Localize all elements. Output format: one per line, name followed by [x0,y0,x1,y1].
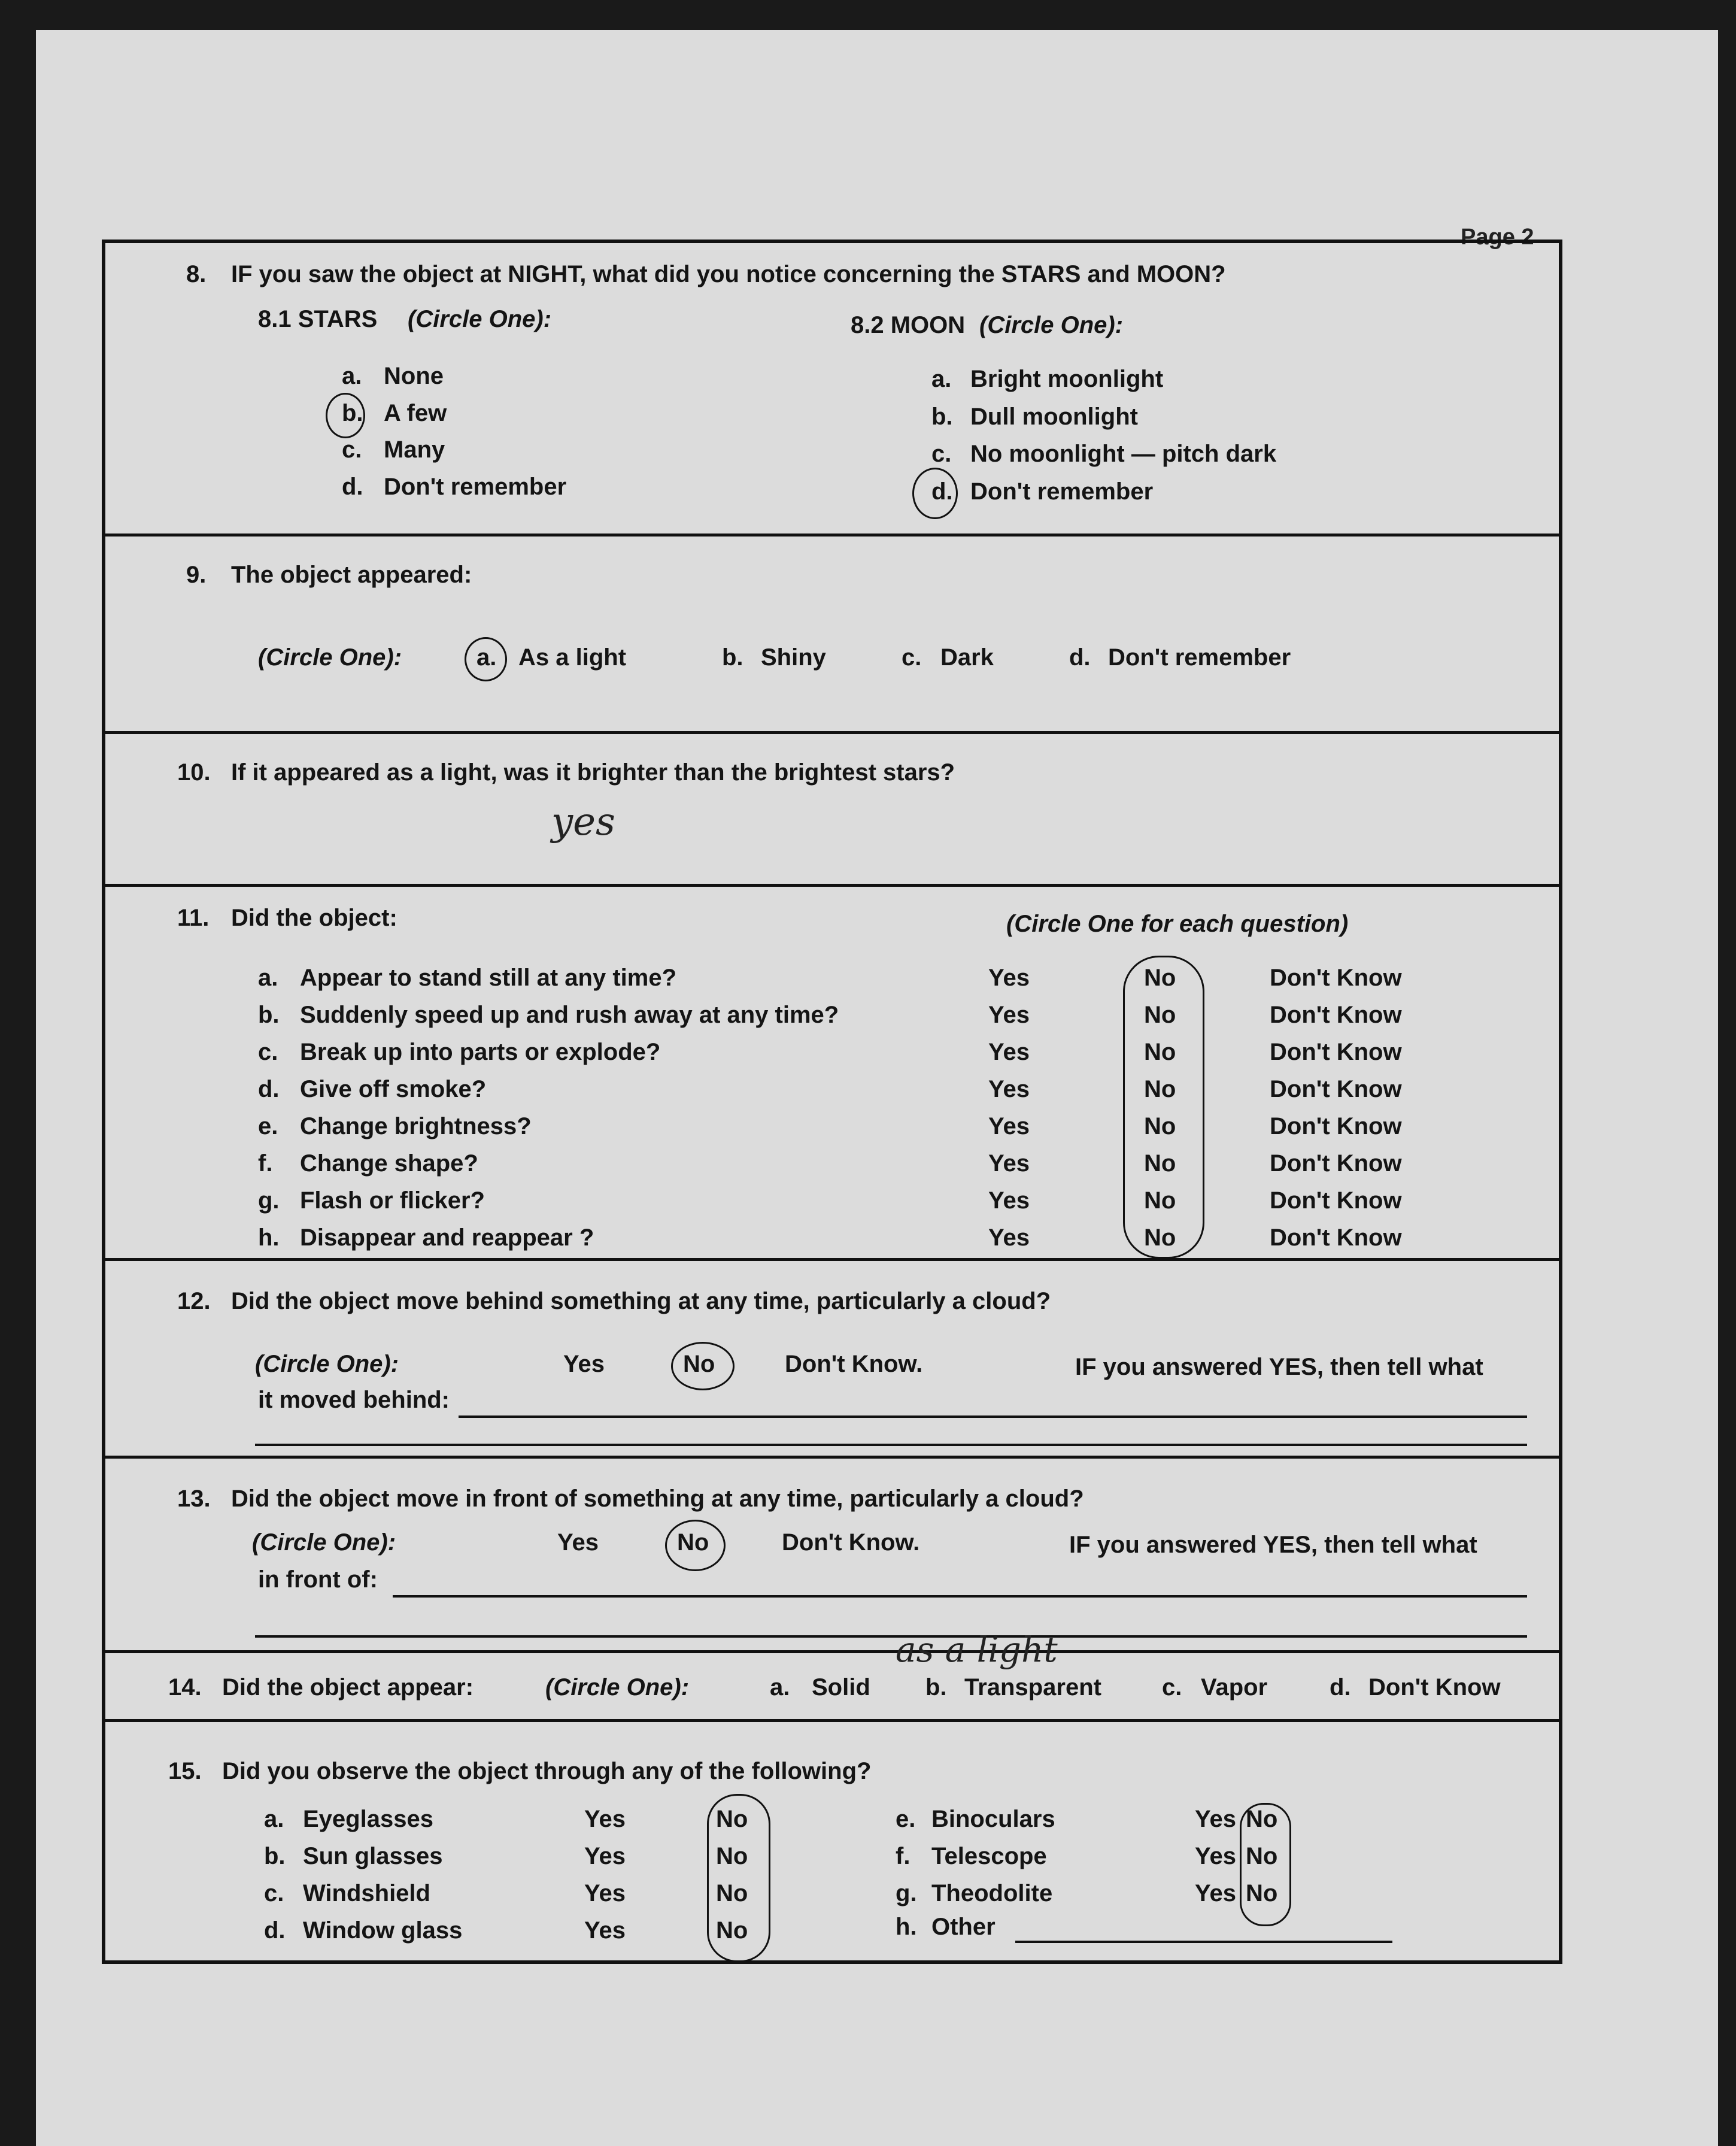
item-letter: c. [264,1880,284,1906]
choice-yes[interactable]: Yes [584,1806,626,1832]
choice-no[interactable]: No [1246,1880,1278,1906]
q8-text: IF you saw the object at NIGHT, what did you notice concerning the STARS and MOON? [231,261,1226,287]
q12-followup: IF you answered YES, then tell what [1075,1354,1483,1380]
q8-stars-label: 8.1 STARS [258,306,378,332]
q9-instruction: (Circle One): [258,644,402,671]
choice-no[interactable]: No [1144,1150,1176,1177]
q8-moon-instruction: (Circle One): [979,312,1124,338]
q13-number: 13. [177,1486,211,1512]
q15-other-field[interactable] [1015,1941,1392,1943]
item-letter: e. [896,1806,916,1832]
q14-text: Did the object appear: [222,1674,474,1701]
q12-instruction: (Circle One): [255,1351,399,1377]
item-letter: a. [258,965,278,991]
item-letter: a. [264,1806,284,1832]
q12-followup-label: it moved behind: [258,1387,450,1413]
q13-instruction: (Circle One): [252,1529,396,1556]
choice-dont-know[interactable]: Don't Know [1270,1002,1402,1028]
q10-number: 10. [177,759,211,786]
q12-choice-dont-know[interactable]: Don't Know. [785,1351,923,1377]
q15-number: 15. [168,1758,202,1784]
choice-yes[interactable]: Yes [1195,1806,1236,1832]
q8-stars-selected-circle [326,393,365,438]
q11-number: 11. [177,905,210,931]
q12-choice-no[interactable]: No [683,1351,715,1377]
q13-answer-line-1[interactable] [393,1595,1527,1598]
choice-no[interactable]: No [1246,1806,1278,1832]
q13-choice-dont-know[interactable]: Don't Know. [782,1529,920,1556]
choice-no[interactable]: No [1144,1076,1176,1102]
question-8: 8. IF you saw the object at NIGHT, what did you notice concerning the STARS and MOON? 8.1 STARS (Circle One): 8.2 MOON (Circle One): a. None b. A few c. Many d. Don't remember a. Bright moonlight b. Dull moonlight c. No moonlight — pitch dark d. Don't remember [105,243,1559,536]
q10-text: If it appeared as a light, was it brighter than the brightest stars? [231,759,955,786]
item-text: Suddenly speed up and rush away at any time? [300,1002,839,1028]
question-10 [105,734,1559,887]
choice-dont-know[interactable]: Don't Know [1270,1113,1402,1139]
item-text: Eyeglasses [303,1806,433,1832]
choice-no[interactable]: No [1144,1039,1176,1065]
choice-yes[interactable]: Yes [584,1880,626,1906]
choice-dont-know[interactable]: Don't Know [1270,1039,1402,1065]
q11-text: Did the object: [231,905,397,931]
choice-yes[interactable]: Yes [1195,1843,1236,1869]
q12-selected-circle [671,1342,735,1390]
item-text: Appear to stand still at any time? [300,965,677,991]
question-14: 14. Did the object appear: (Circle One): a. Solid b. Transparent c. Vapor d. Don't Know as a light [105,1653,1559,1722]
item-text: Give off smoke? [300,1076,487,1102]
q12-answer-line-1[interactable] [459,1415,1527,1418]
choice-yes[interactable]: Yes [988,1150,1030,1177]
q12-answer-line-2[interactable] [255,1444,1527,1446]
question-12 [105,1261,1559,1459]
choice-dont-know[interactable]: Don't Know [1270,965,1402,991]
q13-followup-label: in front of: [258,1566,378,1593]
q13-choice-no[interactable]: No [677,1529,709,1556]
item-text: Flash or flicker? [300,1187,485,1214]
question-11 [105,887,1559,1261]
choice-no[interactable]: No [1144,965,1176,991]
q13-selected-circle [665,1520,726,1571]
q13-followup: IF you answered YES, then tell what [1069,1532,1477,1558]
item-letter: c. [258,1039,278,1065]
question-13 [105,1459,1559,1653]
choice-yes[interactable]: Yes [988,1224,1030,1251]
item-letter: g. [896,1880,917,1906]
q8-number: 8. [186,261,207,287]
choice-yes[interactable]: Yes [988,1076,1030,1102]
q12-text: Did the object move behind something at any time, particularly a cloud? [231,1288,1051,1314]
page-number: Page 2 [1461,225,1534,250]
item-text: Disappear and reappear ? [300,1224,594,1251]
q15-left-no-circle [707,1794,770,1962]
q13-choice-yes[interactable]: Yes [557,1529,599,1556]
q9-selected-circle [465,637,507,681]
item-letter: d. [264,1917,286,1944]
choice-yes[interactable]: Yes [988,1002,1030,1028]
choice-no[interactable]: No [1144,1113,1176,1139]
choice-no[interactable]: No [716,1806,748,1832]
item-letter: g. [258,1187,280,1214]
q8-moon-selected-circle [912,468,958,519]
q12-number: 12. [177,1288,211,1314]
choice-dont-know[interactable]: Don't Know [1270,1150,1402,1177]
q13-text: Did the object move in front of something at any time, particularly a cloud? [231,1486,1084,1512]
item-letter: b. [258,1002,280,1028]
item-text: Change brightness? [300,1113,532,1139]
choice-yes[interactable]: Yes [584,1843,626,1869]
choice-no[interactable]: No [1144,1224,1176,1251]
item-text: Change shape? [300,1150,478,1177]
q10-handwritten-answer[interactable]: yes [551,800,615,844]
q9-number: 9. [186,562,207,588]
question-15: 15. Did you observe the object through any of the following? a. Eyeglasses Yes No b. Sun glasses Yes No c. Windshield Yes No d. Window glass Yes No e. Binoculars Yes No f. Telescope Yes No g. Theodolite Yes No h. Other [105,1722,1559,1968]
q15-text: Did you observe the object through any of the following? [222,1758,872,1784]
q12-choice-yes[interactable]: Yes [563,1351,605,1377]
choice-no[interactable]: No [1144,1187,1176,1214]
choice-no[interactable]: No [1144,1002,1176,1028]
choice-dont-know[interactable]: Don't Know [1270,1076,1402,1102]
choice-dont-know[interactable]: Don't Know [1270,1224,1402,1251]
item-text: Break up into parts or explode? [300,1039,661,1065]
item-text: Telescope [931,1843,1047,1869]
item-text: Windshield [303,1880,430,1906]
q14-instruction: (Circle One): [545,1674,690,1701]
item-letter: f. [896,1843,911,1869]
choice-no[interactable]: No [1246,1843,1278,1869]
choice-no[interactable]: No [716,1843,748,1869]
item-letter: f. [258,1150,273,1177]
choice-yes[interactable]: Yes [584,1917,626,1944]
choice-dont-know[interactable]: Don't Know [1270,1187,1402,1214]
q13-answer-line-2[interactable] [255,1635,1527,1638]
item-letter: b. [264,1843,286,1869]
q8-moon-label: 8.2 MOON [851,312,966,338]
questionnaire-form [102,240,1562,1964]
q15-right-no-circle [1240,1803,1291,1926]
choice-no[interactable]: No [716,1880,748,1906]
item-text: Theodolite [931,1880,1053,1906]
choice-yes[interactable]: Yes [988,1113,1030,1139]
item-letter: h. [258,1224,280,1251]
q8-stars-instruction: (Circle One): [408,306,552,332]
choice-yes[interactable]: Yes [1195,1880,1236,1906]
choice-no[interactable]: No [716,1917,748,1944]
item-letter: e. [258,1113,278,1139]
item-text: Binoculars [931,1806,1055,1832]
q14-number: 14. [168,1674,202,1701]
item-text: Window glass [303,1917,463,1944]
q14-handwritten-note[interactable]: as a light [896,1629,1058,1670]
q11-instruction: (Circle One for each question) [1006,911,1349,937]
choice-yes[interactable]: Yes [988,1039,1030,1065]
q9-text: The object appeared: [231,562,472,588]
item-letter: d. [258,1076,280,1102]
choice-yes[interactable]: Yes [988,1187,1030,1214]
choice-yes[interactable]: Yes [988,965,1030,991]
item-text: Sun glasses [303,1843,443,1869]
question-9: 9. The object appeared: (Circle One): a. As a light b. Shiny c. Dark d. Don't remember [105,536,1559,734]
